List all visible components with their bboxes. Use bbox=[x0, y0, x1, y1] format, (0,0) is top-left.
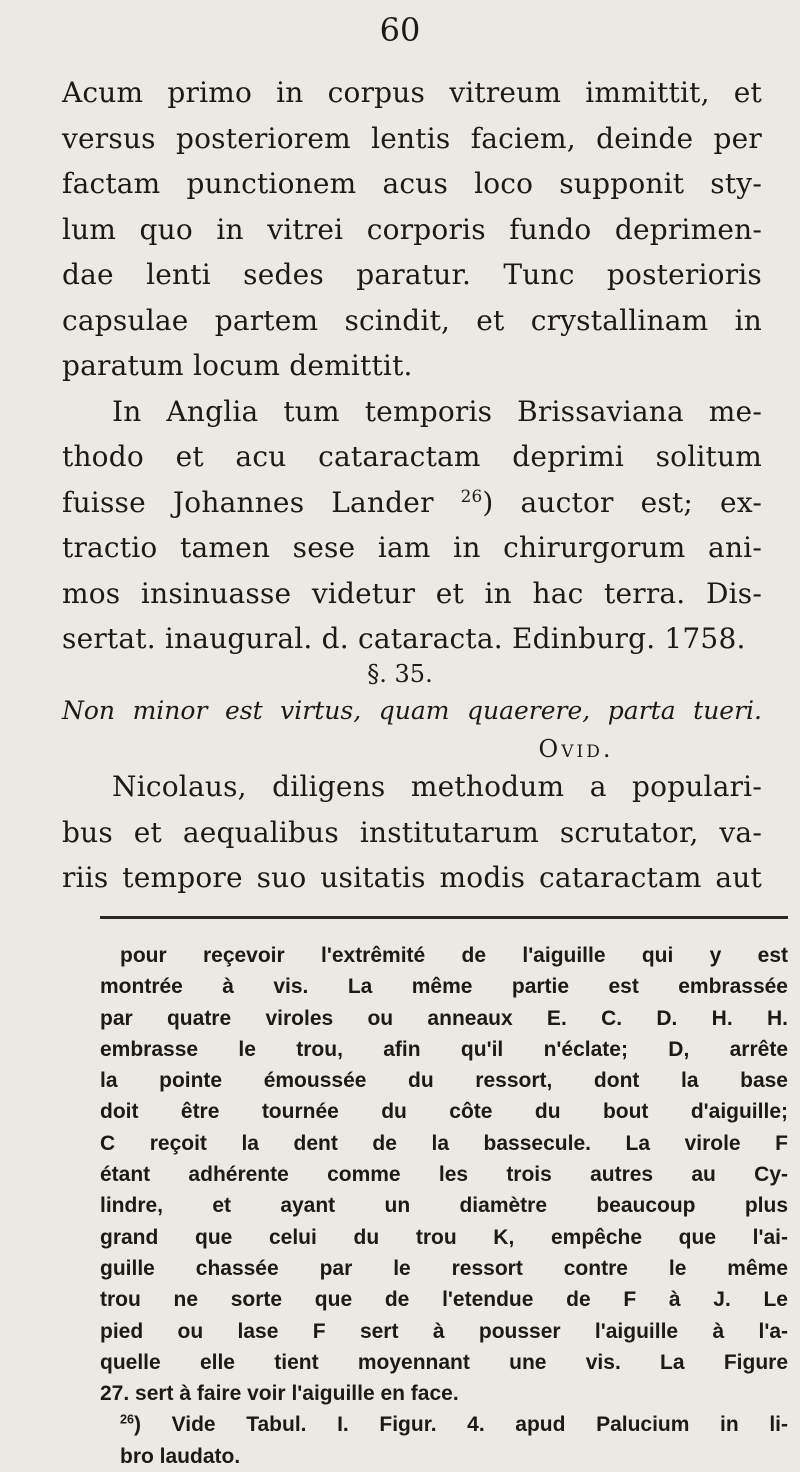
page-number: 60 bbox=[379, 11, 421, 49]
footnote-line: étant adhérente comme les trois autres au Cy- bbox=[100, 1163, 788, 1187]
footnote-line: pour reçevoir l'extrêmité de l'aiguille qui y est bbox=[120, 944, 788, 967]
footnote-divider bbox=[100, 916, 788, 919]
footnote-block bbox=[100, 940, 788, 1472]
text-fragment: ) auctor est; ex- bbox=[482, 485, 762, 519]
text-line: bus et aequalibus institutarum scrutator, va- bbox=[62, 815, 762, 849]
footnote-line: quelle elle tient moyennant une vis. La Figure bbox=[100, 1350, 788, 1374]
footnote-line: grand que celui du trou K, empêche que l'ai- bbox=[100, 1225, 788, 1249]
section-text-block bbox=[62, 764, 762, 901]
text-fragment: fuisse Johannes Lander bbox=[62, 485, 461, 519]
text-line: paratum locum demittit. bbox=[62, 349, 413, 382]
footnote-line: trou ne sorte que de l'etendue de F à J. Le bbox=[100, 1288, 788, 1312]
text-line: thodo et acu cataractam deprimi solitum bbox=[62, 440, 762, 473]
footnote-number: 26 bbox=[120, 1412, 135, 1427]
footnote-line: pied ou lase F sert à pousser l'aiguille à l'a- bbox=[100, 1319, 788, 1343]
footnote-26-line bbox=[100, 1409, 788, 1440]
footnote-line: montrée à vis. La même partie est embrassée bbox=[100, 975, 788, 999]
text-line: dae lenti sedes paratur. Tunc posterioris bbox=[62, 258, 762, 291]
footnote-line: doit être tournée du côte du bout d'aiguille; bbox=[100, 1100, 788, 1124]
footnote-line: guille chassée par le ressort contre le même bbox=[100, 1256, 788, 1280]
text-line: sertat. inaugural. d. cataracta. Edinburg. 1758. bbox=[62, 622, 746, 655]
footnote-26-line: bro laudato. bbox=[120, 1444, 241, 1468]
text-line: In Anglia tum temporis Brissaviana me- bbox=[112, 394, 762, 428]
footnote-reference: 26 bbox=[460, 485, 483, 506]
text-line: Acum primo in corpus vitreum immittit, et bbox=[62, 76, 762, 109]
text-line: mos insinuasse videtur et in hac terra. Dis- bbox=[62, 576, 762, 610]
footnote-line: C reçoit la dent de la bassecule. La virole F bbox=[100, 1131, 788, 1155]
footnote-line: la pointe émoussée du ressort, dont la base bbox=[100, 1069, 788, 1093]
text-line: Nicolaus, diligens methodum a populari- bbox=[112, 770, 762, 803]
footnote-line: lindre, et ayant un diamètre beaucoup plus bbox=[100, 1194, 788, 1218]
motto: Non minor est virtus, quam quaerere, parta tueri. bbox=[62, 696, 762, 725]
text-line: factam punctionem acus loco supponit sty- bbox=[62, 167, 762, 200]
text-line: riis tempore suo usitatis modis cataractam aut bbox=[62, 861, 762, 894]
text-line: capsulae partem scindit, et crystallinam in bbox=[62, 303, 762, 337]
text-fragment: ) Vide Tabul. I. Figur. 4. apud Palucium in li- bbox=[134, 1413, 788, 1437]
text-line-with-footnote-ref bbox=[62, 480, 762, 526]
text-line: tractio tamen sese iam in chirurgorum ani- bbox=[62, 531, 762, 564]
main-text-block bbox=[62, 70, 762, 662]
text-line: lum quo in vitrei corporis fundo deprimen- bbox=[62, 212, 762, 246]
text-line: versus posteriorem lentis faciem, deinde per bbox=[62, 121, 762, 155]
footnote-line: embrasse le trou, afin qu'il n'éclate; D, arrête bbox=[100, 1037, 788, 1061]
section-heading: §. 35. bbox=[367, 660, 433, 688]
motto-author: Ovid. bbox=[538, 735, 614, 763]
footnote-line: 27. sert à faire voir l'aiguille en face. bbox=[100, 1382, 459, 1406]
footnote-line: par quatre viroles ou anneaux E. C. D. H. H. bbox=[100, 1006, 788, 1030]
